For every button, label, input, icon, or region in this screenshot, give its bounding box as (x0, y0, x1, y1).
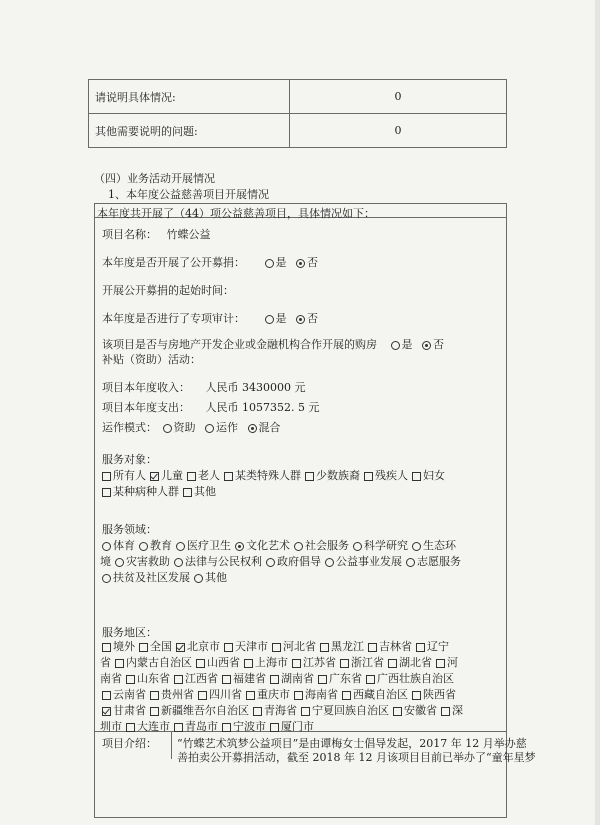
checkbox[interactable] (301, 707, 310, 716)
option-label: 残疾人 (375, 469, 408, 482)
option-label: 省 (100, 656, 111, 669)
row-label: 请说明具体情况: (89, 80, 290, 114)
option-label: 少数族裔 (316, 469, 360, 482)
checkbox[interactable] (102, 472, 111, 481)
checkbox[interactable] (126, 675, 135, 684)
region-line (100, 686, 458, 702)
checkbox[interactable] (366, 675, 375, 684)
checkbox[interactable] (368, 643, 377, 652)
checkbox[interactable] (187, 472, 196, 481)
radio[interactable] (235, 542, 244, 551)
option-label: 安徽省 (404, 704, 437, 717)
option-label: 其他 (194, 485, 216, 498)
yes-label: 是 (401, 338, 413, 351)
option-label: 吉林省 (379, 640, 412, 653)
no-label: 否 (307, 256, 318, 269)
fundraising-start-label: 开展公开募捐的起始时间： (102, 284, 234, 297)
summary-text: 本年度共开展了（44）项公益慈善项目，具体情况如下： (97, 207, 375, 220)
option-label: 湖北省 (399, 656, 432, 669)
checkbox[interactable] (150, 691, 159, 700)
project-name-value: 竹蝶公益 (166, 228, 211, 241)
checkbox[interactable] (174, 723, 183, 732)
region-line (100, 654, 460, 670)
field-line (100, 553, 463, 569)
option-label: 境 (100, 555, 111, 568)
field-line (100, 537, 458, 553)
checkbox[interactable] (224, 643, 233, 652)
checkbox[interactable] (272, 643, 281, 652)
checkbox[interactable] (174, 675, 183, 684)
row-label: 其他需要说明的问题: (89, 114, 290, 148)
option-label: 境外 (113, 640, 135, 653)
option-label: 河北省 (283, 640, 316, 653)
option-label: 湖南省 (281, 672, 314, 685)
radio[interactable] (194, 574, 203, 583)
option-label: 黑龙江 (331, 640, 364, 653)
income-label: 项目本年度收入： (102, 381, 190, 394)
no-label: 否 (307, 312, 318, 325)
option-label: 志愿服务 (417, 555, 461, 568)
option-label: 圳市 (100, 720, 122, 733)
mode-option-label: 资助 (173, 421, 196, 434)
radio[interactable] (102, 542, 111, 551)
checkbox[interactable] (292, 659, 301, 668)
checkbox[interactable] (318, 675, 327, 684)
radio[interactable] (139, 542, 148, 551)
region-line (100, 670, 456, 686)
mode-radio-mixed[interactable] (248, 424, 257, 433)
checkbox[interactable] (102, 691, 111, 700)
mode-label: 运作模式： (102, 421, 157, 434)
checkbox[interactable] (342, 691, 351, 700)
checkbox[interactable] (320, 643, 329, 652)
option-label: 辽宁 (427, 640, 449, 653)
checkbox[interactable] (102, 643, 111, 652)
audit-question: 本年度是否进行了专项审计： (102, 312, 245, 325)
checkbox[interactable] (270, 723, 279, 732)
yes-radio[interactable] (391, 341, 400, 350)
radio[interactable] (412, 542, 421, 551)
option-label: 法律与公民权利 (185, 555, 262, 568)
option-label: 教育 (150, 539, 172, 552)
checkbox[interactable] (198, 691, 207, 700)
row-value: 0 (290, 114, 507, 148)
radio[interactable] (325, 558, 334, 567)
section-title: （四）业务活动开展情况 (94, 172, 215, 185)
option-label: 新疆维吾尔自治区 (161, 704, 249, 717)
option-label: 上海市 (255, 656, 288, 669)
intro-text-line1: “竹蝶艺术筑梦公益项目”是由谭梅女士倡导发起，2017 年 12 月举办慈 (177, 737, 527, 750)
checkbox[interactable] (176, 643, 185, 652)
option-label: 公益事业发展 (336, 555, 402, 568)
mode-row (102, 419, 281, 435)
target-line (100, 483, 218, 499)
option-label: 政府倡导 (277, 555, 321, 568)
no-label: 否 (433, 338, 444, 351)
option-label: 浙江省 (351, 656, 384, 669)
info-table (88, 79, 507, 148)
option-label: 全国 (150, 640, 172, 653)
region-line (100, 638, 451, 654)
checkbox[interactable] (294, 691, 303, 700)
intro-label: 项目介绍： (102, 737, 157, 750)
radio[interactable] (406, 558, 415, 567)
option-label: 青岛市 (185, 720, 218, 733)
option-label: 宁夏回族自治区 (312, 704, 389, 717)
option-label: 内蒙古自治区 (126, 656, 192, 669)
mode-option-label: 运作 (216, 421, 238, 434)
audit-row (102, 310, 318, 326)
option-label: 生态环 (423, 539, 456, 552)
table-row (89, 114, 507, 148)
option-label: 其他 (205, 571, 227, 584)
option-label: 科学研究 (364, 539, 408, 552)
option-label: 海南省 (305, 688, 338, 701)
divider (171, 731, 172, 759)
option-label: 某类特殊人群 (235, 469, 301, 482)
option-label: 四川省 (209, 688, 242, 701)
public-fundraising-question: 本年度是否开展了公开募捐： (102, 256, 245, 269)
field-line (100, 569, 229, 585)
option-label: 江西省 (185, 672, 218, 685)
option-label: 重庆市 (257, 688, 290, 701)
option-label: 陕西省 (423, 688, 456, 701)
option-label: 某种病种人群 (113, 485, 179, 498)
option-label: 贵州省 (161, 688, 194, 701)
option-label: 广西壮族自治区 (377, 672, 454, 685)
table-row (89, 80, 507, 114)
checkbox[interactable] (270, 675, 279, 684)
field-label: 服务领域： (102, 523, 157, 536)
yes-label: 是 (275, 256, 287, 269)
yes-label: 是 (275, 312, 287, 325)
housing-row (102, 336, 444, 352)
checkbox[interactable] (183, 488, 192, 497)
row-value: 0 (290, 80, 507, 114)
checkbox[interactable] (436, 659, 445, 668)
project-name-label: 项目名称： (102, 228, 157, 241)
checkbox[interactable] (246, 691, 255, 700)
option-label: 山东省 (137, 672, 170, 685)
no-radio[interactable] (422, 341, 431, 350)
subsection-title: 1、本年度公益慈善项目开展情况 (108, 188, 269, 201)
option-label: 扶贫及社区发展 (113, 571, 190, 584)
option-label: 云南省 (113, 688, 146, 701)
checkbox[interactable] (244, 659, 253, 668)
option-label: 所有人 (113, 469, 146, 482)
radio[interactable] (115, 558, 124, 567)
yes-radio[interactable] (265, 259, 274, 268)
checkbox[interactable] (222, 675, 231, 684)
checkbox[interactable] (126, 723, 135, 732)
checkbox[interactable] (364, 472, 373, 481)
intro-text-line2: 善拍卖公开募捐活动，截至 2018 年 12 月该项目目前已举办了“童年星梦 (177, 751, 536, 764)
checkbox[interactable] (253, 707, 262, 716)
region-line (100, 718, 316, 734)
yes-radio[interactable] (265, 315, 274, 324)
option-label: 厦门市 (281, 720, 314, 733)
public-fundraising-row (102, 254, 318, 270)
option-label: 医疗卫生 (187, 539, 231, 552)
checkbox[interactable] (102, 488, 111, 497)
expense-label: 项目本年度支出： (102, 401, 190, 414)
checkbox[interactable] (224, 472, 233, 481)
option-label: 青海省 (264, 704, 297, 717)
mode-option-label: 混合 (258, 421, 281, 434)
option-label: 广东省 (329, 672, 362, 685)
target-line (100, 467, 447, 483)
radio[interactable] (294, 542, 303, 551)
housing-question-line2: 补贴（资助）活动： (102, 353, 201, 366)
checkbox[interactable] (305, 472, 314, 481)
mode-radio-operation[interactable] (205, 424, 214, 433)
region-label: 服务地区： (102, 626, 157, 639)
checkbox[interactable] (340, 659, 349, 668)
option-label: 大连市 (137, 720, 170, 733)
option-label: 宁波市 (233, 720, 266, 733)
option-label: 山西省 (207, 656, 240, 669)
radio[interactable] (353, 542, 362, 551)
income-value: 人民币 3430000 元 (205, 381, 306, 394)
option-label: 福建省 (233, 672, 266, 685)
radio[interactable] (174, 558, 183, 567)
checkbox[interactable] (412, 472, 421, 481)
radio[interactable] (102, 574, 111, 583)
option-label: 江苏省 (303, 656, 336, 669)
checkbox[interactable] (412, 691, 421, 700)
no-radio[interactable] (296, 259, 305, 268)
no-radio[interactable] (296, 315, 305, 324)
option-label: 河 (447, 656, 458, 669)
checkbox[interactable] (150, 707, 159, 716)
option-label: 体育 (113, 539, 135, 552)
page-edge (595, 0, 600, 825)
option-label: 文化艺术 (246, 539, 290, 552)
checkbox[interactable] (115, 659, 124, 668)
checkbox[interactable] (388, 659, 397, 668)
option-label: 老人 (198, 469, 220, 482)
checkbox[interactable] (441, 707, 450, 716)
housing-question-line1: 该项目是否与房地产开发企业或金融机构合作开展的购房 (102, 338, 377, 351)
checkbox[interactable] (102, 707, 111, 716)
checkbox[interactable] (222, 723, 231, 732)
option-label: 西藏自治区 (353, 688, 408, 701)
option-label: 儿童 (161, 469, 183, 482)
option-label: 灾害救助 (126, 555, 170, 568)
option-label: 甘肃省 (113, 704, 146, 717)
option-label: 天津市 (235, 640, 268, 653)
checkbox[interactable] (393, 707, 402, 716)
target-label: 服务对象： (102, 453, 157, 466)
checkbox[interactable] (150, 472, 159, 481)
expense-value: 人民币 1057352. 5 元 (205, 401, 320, 414)
option-label: 北京市 (187, 640, 220, 653)
option-label: 社会服务 (305, 539, 349, 552)
radio[interactable] (176, 542, 185, 551)
mode-radio-funding[interactable] (163, 424, 172, 433)
option-label: 妇女 (423, 469, 445, 482)
region-line (100, 702, 465, 718)
checkbox[interactable] (416, 643, 425, 652)
checkbox[interactable] (196, 659, 205, 668)
checkbox[interactable] (139, 643, 148, 652)
radio[interactable] (266, 558, 275, 567)
option-label: 南省 (100, 672, 122, 685)
option-label: 深 (452, 704, 463, 717)
